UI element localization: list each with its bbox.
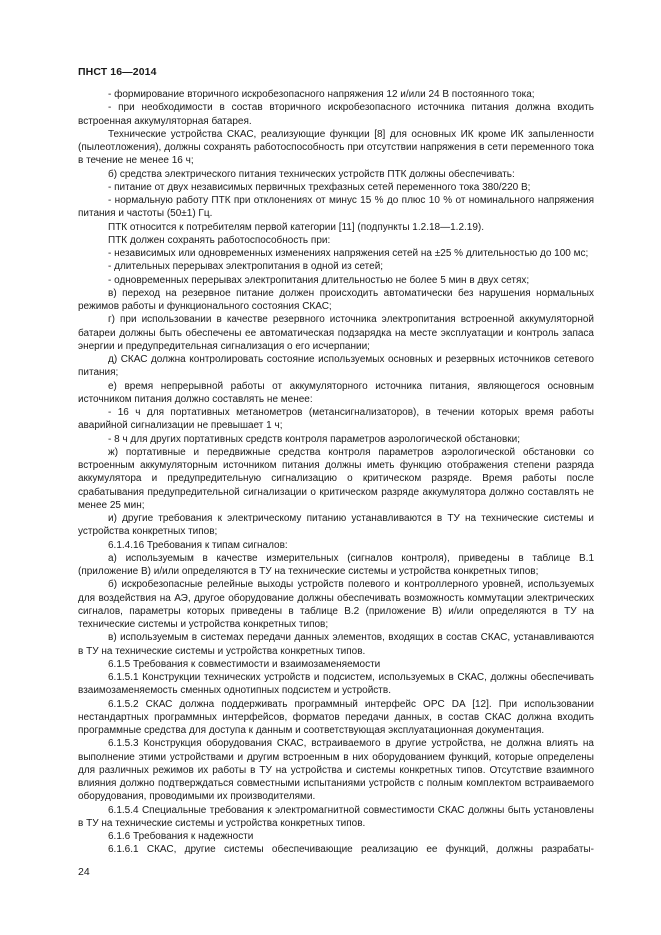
paragraph: - независимых или одновременных изменениях напряжения сетей на ±25 % длительностью до 100 мс; [108,248,589,259]
paragraph: ПТК относится к потребителям первой категории [11] (подпункты 1.2.18—1.2.19). [108,221,485,233]
paragraph: б) средства электрического питания технических устройств ПТК должны обеспечивать: [108,168,515,180]
paragraph: б) искробезопасные релейные выходы устройств полевого и контроллерного уровней, используемых для воздействия на АЭ, другое оборудование должны обеспечивать возможность коммутации электрических сигналов, параметры которых приведены в таблице В.2 (приложение В) и/или определяются в ТУ на технические системы и устройства конкретных типов; [78,579,594,630]
paragraph: 6.1.5.1 Конструкции технических устройств и подсистем, используемых в СКАС, должны обеспечивать взаимозаменяемость сменных однотипных подсистем и устройств. [78,672,594,697]
page-number: 24 [78,866,90,878]
paragraph: 6.1.5.2 СКАС должна поддерживать программный интерфейс OPC DA [12]. При использовании нестандартных программных интерфейсов, форматов передачи данных, в состав СКАС должна входить программные средства для доступа к данным и соответствующая эксплуатационная документация. [78,698,594,736]
paragraph: д) СКАС должна контролировать состояние используемых основных и резервных источников сетевого питания; [78,354,594,379]
paragraph: 6.1.6.1 СКАС, другие системы обеспечивающие реализацию ее функций, должны разрабаты- [108,844,594,856]
section-heading: 6.1.5 Требования к совместимости и взаимозаменяемости [108,658,381,670]
paragraph: г) при использовании в качестве резервного источника электропитания встроенной аккумуляторной батареи должны быть обеспечены ее автоматическая подзарядка на месте эксплуатации и контроль запаса энергии и предупредительная сигнализация о его исчерпании; [78,314,594,352]
document-body [78,88,594,857]
paragraph: 6.1.5.4 Специальные требования к электромагнитной совместимости СКАС должны быть установлены в ТУ на технические системы и устройства конкретных типов. [78,804,594,829]
page-header: ПНСТ 16—2014 [78,66,157,78]
section-heading: 6.1.4.16 Требования к типам сигналов: [108,539,288,551]
paragraph: - 8 ч для других портативных средств контроля параметров аэрологической обстановки; [108,433,521,445]
paragraph: 6.1.5.3 Конструкция оборудования СКАС, встраиваемого в другие устройства, не должна влиять на выполнение этими устройствами и другим встроенным в них оборудованием функций, которые определены для различных режимов их работы в ТУ на устройства и системы конкретных типов. Отсутствие взаимного влияния должно подтверждаться совместными испытаниями устройств с полным комплектом встраиваемого оборудования, проводимыми их производителями. [78,738,594,803]
paragraph: и) другие требования к электрическому питанию устанавливаются в ТУ на технические системы и устройства конкретных типов; [78,513,594,538]
paragraph: ж) портативные и передвижные средства контроля параметров аэрологической обстановки со встроенным аккумуляторным источником питания должны иметь функцию отображения степени разряда аккумулятора и предупредительную сигнализацию о критическом разряде. Время работы после срабатывания предупредительной сигнализации о критическом разряде аккумулятора должно составлять не менее 25 мин; [78,446,594,511]
paragraph: Технические устройства СКАС, реализующие функции [8] для основных ИК кроме ИК запыленности (пылеотложения), должны сохранять работоспособность при отсутствии напряжения в сети переменного тока в течение не менее 16 ч; [78,128,594,167]
paragraph: в) переход на резервное питание должен происходить автоматически без нарушения нормальных режимов работы и функционального состояния СКАС; [78,287,594,312]
paragraph: а) используемым в качестве измерительных (сигналов контроля), приведены в таблице В.1 (приложение В) и/или определяются в ТУ на технические системы и устройства конкретных типов; [78,552,594,577]
paragraph: ПТК должен сохранять работоспособность при: [108,234,331,246]
paragraph: - питание от двух независимых первичных трехфазных сетей переменного тока 380/220 В; [108,181,531,193]
paragraph: - формирование вторичного искробезопасного напряжения 12 и/или 24 В постоянного тока; [108,89,535,100]
paragraph: - одновременных перерывах электропитания длительностью не более 5 мин в двух сетях; [108,274,530,286]
paragraph: е) время непрерывной работы от аккумуляторного источника питания, являющегося основным источником питания должно составлять не менее: [78,380,594,405]
paragraph: - длительных перерывах электропитания в одной из сетей; [108,261,384,273]
paragraph: - нормальную работу ПТК при отклонениях от минус 15 % до плюс 10 % от номинального напряжения питания и частоты (50±1) Гц. [78,195,594,220]
paragraph: в) используемым в системах передачи данных элементов, входящих в состав СКАС, устанавливаются в ТУ на технические системы и устройства конкретных типов. [78,632,594,657]
paragraph: - 16 ч для портативных метанометров (метансигнализаторов), в течении которых время работы аварийной сигнализации не превышает 1 ч; [78,407,594,432]
paragraph: - при необходимости в состав вторичного искробезопасного источника питания должна входить встроенная аккумуляторная батарея. [78,102,594,127]
section-heading: 6.1.6 Требования к надежности [108,831,254,842]
